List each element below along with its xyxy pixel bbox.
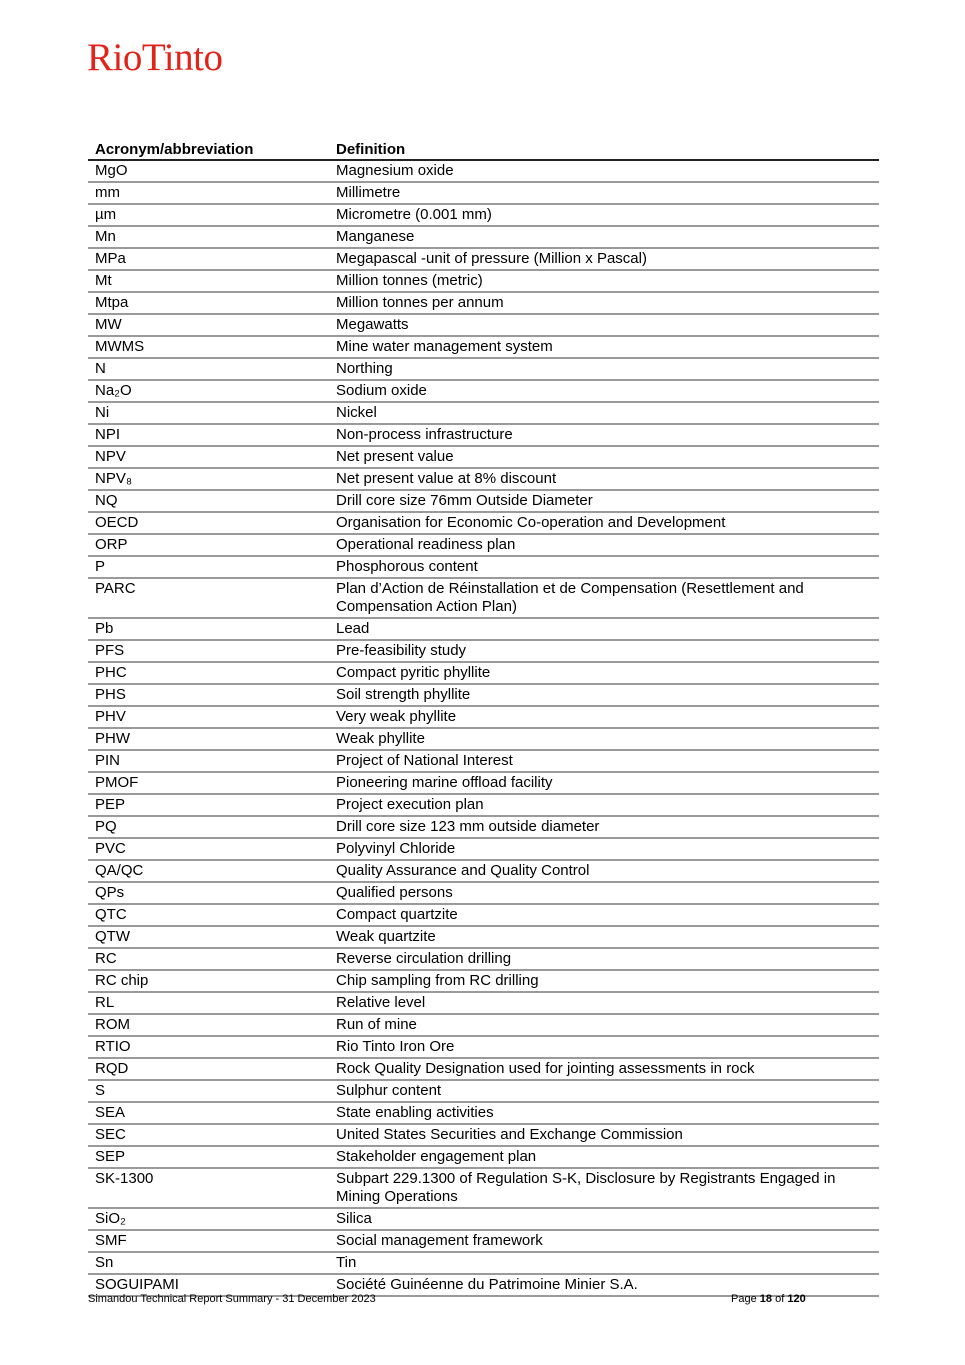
table-row bbox=[88, 380, 879, 402]
column-header-definition: Definition bbox=[329, 141, 879, 160]
acronym-cell: MWMS bbox=[88, 336, 329, 358]
acronym-cell: Pb bbox=[88, 618, 329, 640]
table-row bbox=[88, 838, 879, 860]
page-prefix: Page bbox=[731, 1293, 757, 1305]
acronym-cell: OECD bbox=[88, 512, 329, 534]
definition-cell: Sulphur content bbox=[329, 1080, 879, 1102]
definition-cell: Silica bbox=[329, 1208, 879, 1230]
definition-cell: Plan d’Action de Réinstallation et de Compensation (Resettlement and Compensation Action Plan) bbox=[329, 578, 879, 618]
definition-cell: Million tonnes (metric) bbox=[329, 270, 879, 292]
acronym-cell: MPa bbox=[88, 248, 329, 270]
acronym-cell: PHV bbox=[88, 706, 329, 728]
acronym-cell: PEP bbox=[88, 794, 329, 816]
table-row bbox=[88, 270, 879, 292]
definition-cell: Reverse circulation drilling bbox=[329, 948, 879, 970]
definition-cell: Operational readiness plan bbox=[329, 534, 879, 556]
table-row bbox=[88, 1230, 879, 1252]
definition-cell: Rio Tinto Iron Ore bbox=[329, 1036, 879, 1058]
table-row bbox=[88, 794, 879, 816]
table-row bbox=[88, 882, 879, 904]
table-row bbox=[88, 424, 879, 446]
acronym-cell: QTC bbox=[88, 904, 329, 926]
table-row bbox=[88, 314, 879, 336]
definition-cell: Million tonnes per annum bbox=[329, 292, 879, 314]
definition-cell: Stakeholder engagement plan bbox=[329, 1146, 879, 1168]
table-row bbox=[88, 490, 879, 512]
definition-cell: Very weak phyllite bbox=[329, 706, 879, 728]
table-row bbox=[88, 578, 879, 618]
definition-cell: Qualified persons bbox=[329, 882, 879, 904]
acronym-cell: QTW bbox=[88, 926, 329, 948]
table-row bbox=[88, 1208, 879, 1230]
definition-cell: Phosphorous content bbox=[329, 556, 879, 578]
definition-cell: Quality Assurance and Quality Control bbox=[329, 860, 879, 882]
definition-cell: Run of mine bbox=[329, 1014, 879, 1036]
footer-page-number bbox=[731, 1293, 806, 1305]
acronym-cell: SMF bbox=[88, 1230, 329, 1252]
definition-cell: Sodium oxide bbox=[329, 380, 879, 402]
table-row bbox=[88, 1080, 879, 1102]
definition-cell: Compact quartzite bbox=[329, 904, 879, 926]
definition-cell: Micrometre (0.001 mm) bbox=[329, 204, 879, 226]
acronym-cell: PVC bbox=[88, 838, 329, 860]
table-row bbox=[88, 662, 879, 684]
acronym-cell: Na₂O bbox=[88, 380, 329, 402]
table-row bbox=[88, 1036, 879, 1058]
table-row bbox=[88, 534, 879, 556]
definition-cell: United States Securities and Exchange Commission bbox=[329, 1124, 879, 1146]
acronym-cell: Mtpa bbox=[88, 292, 329, 314]
acronym-cell: NPV₈ bbox=[88, 468, 329, 490]
acronym-cell: SEP bbox=[88, 1146, 329, 1168]
table-row bbox=[88, 948, 879, 970]
acronym-cell: N bbox=[88, 358, 329, 380]
definition-cell: Soil strength phyllite bbox=[329, 684, 879, 706]
definition-cell: Tin bbox=[329, 1252, 879, 1274]
definition-cell: Northing bbox=[329, 358, 879, 380]
footer-document-title: Simandou Technical Report Summary - 31 December 2023 bbox=[88, 1293, 376, 1305]
definition-cell: Polyvinyl Chloride bbox=[329, 838, 879, 860]
definition-cell: Millimetre bbox=[329, 182, 879, 204]
definition-cell: Drill core size 76mm Outside Diameter bbox=[329, 490, 879, 512]
table-row bbox=[88, 556, 879, 578]
table-row bbox=[88, 182, 879, 204]
acronym-cell: SEA bbox=[88, 1102, 329, 1124]
acronym-cell: µm bbox=[88, 204, 329, 226]
definition-cell: Compact pyritic phyllite bbox=[329, 662, 879, 684]
acronym-cell: PMOF bbox=[88, 772, 329, 794]
acronym-cell: PFS bbox=[88, 640, 329, 662]
acronym-cell: RTIO bbox=[88, 1036, 329, 1058]
table-row bbox=[88, 1014, 879, 1036]
definition-cell: Weak quartzite bbox=[329, 926, 879, 948]
acronym-cell: P bbox=[88, 556, 329, 578]
acronym-cell: NQ bbox=[88, 490, 329, 512]
acronym-cell: PHS bbox=[88, 684, 329, 706]
table-row bbox=[88, 226, 879, 248]
table-row bbox=[88, 970, 879, 992]
definition-cell: Mine water management system bbox=[329, 336, 879, 358]
acronym-cell: PHC bbox=[88, 662, 329, 684]
table-row bbox=[88, 684, 879, 706]
acronym-cell: RQD bbox=[88, 1058, 329, 1080]
table-row bbox=[88, 926, 879, 948]
definition-cell: Relative level bbox=[329, 992, 879, 1014]
table-row bbox=[88, 772, 879, 794]
table-row bbox=[88, 706, 879, 728]
definition-cell: Nickel bbox=[329, 402, 879, 424]
table-row bbox=[88, 1146, 879, 1168]
table-row bbox=[88, 750, 879, 772]
table-row bbox=[88, 992, 879, 1014]
definition-cell: Drill core size 123 mm outside diameter bbox=[329, 816, 879, 838]
acronym-cell: MgO bbox=[88, 160, 329, 182]
acronym-cell: QPs bbox=[88, 882, 329, 904]
definition-cell: Project of National Interest bbox=[329, 750, 879, 772]
acronym-cell: SiO₂ bbox=[88, 1208, 329, 1230]
table-row bbox=[88, 860, 879, 882]
table-row bbox=[88, 1168, 879, 1208]
acronym-cell: PARC bbox=[88, 578, 329, 618]
page-of: of bbox=[775, 1293, 785, 1305]
acronym-cell: S bbox=[88, 1080, 329, 1102]
acronym-cell: Sn bbox=[88, 1252, 329, 1274]
table-row bbox=[88, 446, 879, 468]
definition-cell: Social management framework bbox=[329, 1230, 879, 1252]
table-row bbox=[88, 904, 879, 926]
acronym-cell: Ni bbox=[88, 402, 329, 424]
definition-cell: Lead bbox=[329, 618, 879, 640]
table-row bbox=[88, 1102, 879, 1124]
table-row bbox=[88, 292, 879, 314]
column-header-acronym: Acronym/abbreviation bbox=[88, 141, 329, 160]
acronym-cell: NPV bbox=[88, 446, 329, 468]
table-row bbox=[88, 728, 879, 750]
acronym-cell: SOGUIPAMI bbox=[88, 1274, 329, 1296]
acronym-cell: SK-1300 bbox=[88, 1168, 329, 1208]
table-body bbox=[88, 160, 879, 1296]
definition-cell: Net present value bbox=[329, 446, 879, 468]
acronym-cell: Mt bbox=[88, 270, 329, 292]
table-row bbox=[88, 1058, 879, 1080]
definition-cell: Non-process infrastructure bbox=[329, 424, 879, 446]
table-row bbox=[88, 468, 879, 490]
definition-cell: Project execution plan bbox=[329, 794, 879, 816]
table-row bbox=[88, 248, 879, 270]
acronym-cell: PQ bbox=[88, 816, 329, 838]
definition-cell: Organisation for Economic Co-operation and Development bbox=[329, 512, 879, 534]
acronym-cell: mm bbox=[88, 182, 329, 204]
acronym-cell: RC chip bbox=[88, 970, 329, 992]
table-header-row bbox=[88, 141, 879, 160]
table-row bbox=[88, 816, 879, 838]
rio-tinto-logo: RioTinto bbox=[87, 36, 223, 79]
definition-cell: Pioneering marine offload facility bbox=[329, 772, 879, 794]
table-row bbox=[88, 640, 879, 662]
table-row bbox=[88, 1252, 879, 1274]
acronym-table bbox=[88, 141, 879, 1297]
acronym-cell: Mn bbox=[88, 226, 329, 248]
definition-cell: Weak phyllite bbox=[329, 728, 879, 750]
acronym-cell: ORP bbox=[88, 534, 329, 556]
acronym-cell: RC bbox=[88, 948, 329, 970]
table-row bbox=[88, 160, 879, 182]
table-row bbox=[88, 1124, 879, 1146]
definition-cell: Megawatts bbox=[329, 314, 879, 336]
definition-cell: Net present value at 8% discount bbox=[329, 468, 879, 490]
table-row bbox=[88, 402, 879, 424]
table-row bbox=[88, 618, 879, 640]
definition-cell: Subpart 229.1300 of Regulation S-K, Disclosure by Registrants Engaged in Mining Operations bbox=[329, 1168, 879, 1208]
table-row bbox=[88, 336, 879, 358]
definition-cell: Chip sampling from RC drilling bbox=[329, 970, 879, 992]
acronym-cell: ROM bbox=[88, 1014, 329, 1036]
acronym-cell: NPI bbox=[88, 424, 329, 446]
definition-cell: State enabling activities bbox=[329, 1102, 879, 1124]
acronym-cell: QA/QC bbox=[88, 860, 329, 882]
acronym-cell: RL bbox=[88, 992, 329, 1014]
page-total: 120 bbox=[787, 1293, 806, 1305]
acronym-cell: SEC bbox=[88, 1124, 329, 1146]
definition-cell: Société Guinéenne du Patrimoine Minier S.A. bbox=[329, 1274, 879, 1296]
definition-cell: Megapascal -unit of pressure (Million x Pascal) bbox=[329, 248, 879, 270]
definition-cell: Rock Quality Designation used for jointing assessments in rock bbox=[329, 1058, 879, 1080]
acronym-cell: PIN bbox=[88, 750, 329, 772]
table-row bbox=[88, 204, 879, 226]
page-current: 18 bbox=[759, 1293, 773, 1305]
definition-cell: Magnesium oxide bbox=[329, 160, 879, 182]
acronym-cell: MW bbox=[88, 314, 329, 336]
table-row bbox=[88, 358, 879, 380]
definition-cell: Manganese bbox=[329, 226, 879, 248]
acronym-cell: PHW bbox=[88, 728, 329, 750]
definition-cell: Pre-feasibility study bbox=[329, 640, 879, 662]
table-row bbox=[88, 512, 879, 534]
